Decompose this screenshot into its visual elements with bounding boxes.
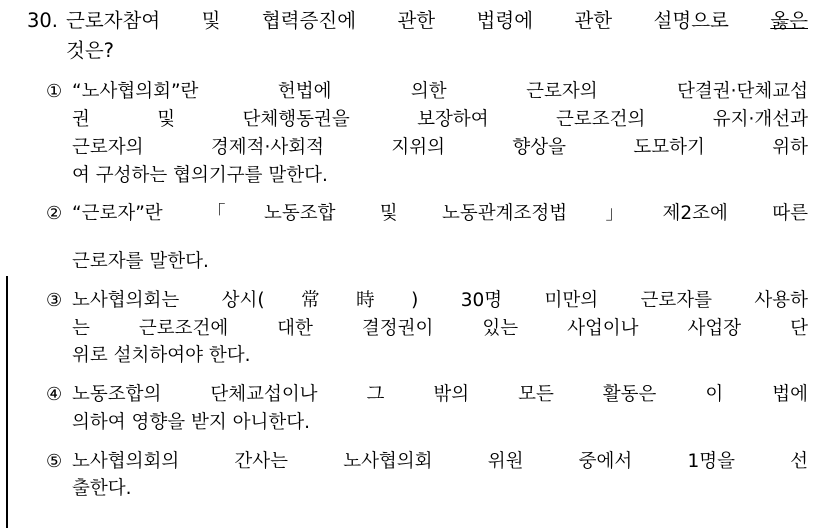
- choice-item-3[interactable]: [46, 287, 808, 370]
- choice-item-4[interactable]: [46, 381, 808, 437]
- choice-1-line-1: “노사협의회”란 헌법에 의한 근로자의 단결권·단체교섭: [72, 81, 808, 103]
- choice-1-line-3: 근로자의 경제적·사회적 지위의 향상을 도모하기 위하: [72, 136, 808, 158]
- choice-2-line-1: “근로자”란 「노동조합 및 노동관계조정법」제2조에 따른: [72, 203, 808, 225]
- question-stem-line-2: 것은?: [66, 39, 115, 63]
- question-block: [18, 6, 808, 514]
- choice-item-1[interactable]: [46, 78, 808, 189]
- choice-item-2[interactable]: [46, 200, 808, 276]
- choice-1-line-2: 권 및 단체행동권을 보장하여 근로조건의 유지·개선과: [72, 109, 808, 131]
- page-left-rule: [6, 276, 8, 528]
- choice-item-5[interactable]: [46, 448, 808, 504]
- choice-text-5: [72, 448, 808, 504]
- choice-marker-5: ⑤: [46, 450, 63, 472]
- choice-5-line-1: 노사협의회의 간사는 노사협의회 위원 중에서 1명을 선: [72, 450, 808, 472]
- stem-emphasis: 옳은: [770, 9, 808, 32]
- question-stem-text: [66, 6, 808, 66]
- choice-text-4: [72, 381, 808, 437]
- choice-3-line-1: 노사협의회는 상시(常時) 30명 미만의 근로자를 사용하: [72, 289, 808, 311]
- choice-2-line-2: 근로자를 말한다.: [72, 251, 209, 273]
- question-stem: [18, 6, 808, 66]
- choice-marker-3: ③: [46, 289, 63, 311]
- choice-5-line-2: 출한다.: [72, 478, 132, 500]
- choice-1-line-4: 여 구성하는 협의기구를 말한다.: [72, 164, 328, 186]
- question-number: 30.: [26, 9, 58, 32]
- question-stem-line-1: 근로자참여 및 협력증진에 관한 법령에 관한 설명으로 옳은: [66, 9, 808, 32]
- choice-marker-2: ②: [46, 203, 63, 225]
- choice-text-3: [72, 287, 808, 370]
- choice-4-line-2: 의하여 영향을 받지 아니한다.: [72, 411, 310, 433]
- choice-text-2: [72, 200, 808, 276]
- choice-list: [18, 78, 808, 503]
- choice-text-1: [72, 78, 808, 189]
- choice-3-line-2: 는 근로조건에 대한 결정권이 있는 사업이나 사업장 단: [72, 317, 808, 339]
- choice-4-line-1: 노동조합의 단체교섭이나 그 밖의 모든 활동은 이 법에: [72, 384, 808, 406]
- choice-3-line-3: 위로 설치하여야 한다.: [72, 345, 251, 367]
- choice-marker-1: ①: [46, 81, 63, 103]
- choice-marker-4: ④: [46, 384, 63, 406]
